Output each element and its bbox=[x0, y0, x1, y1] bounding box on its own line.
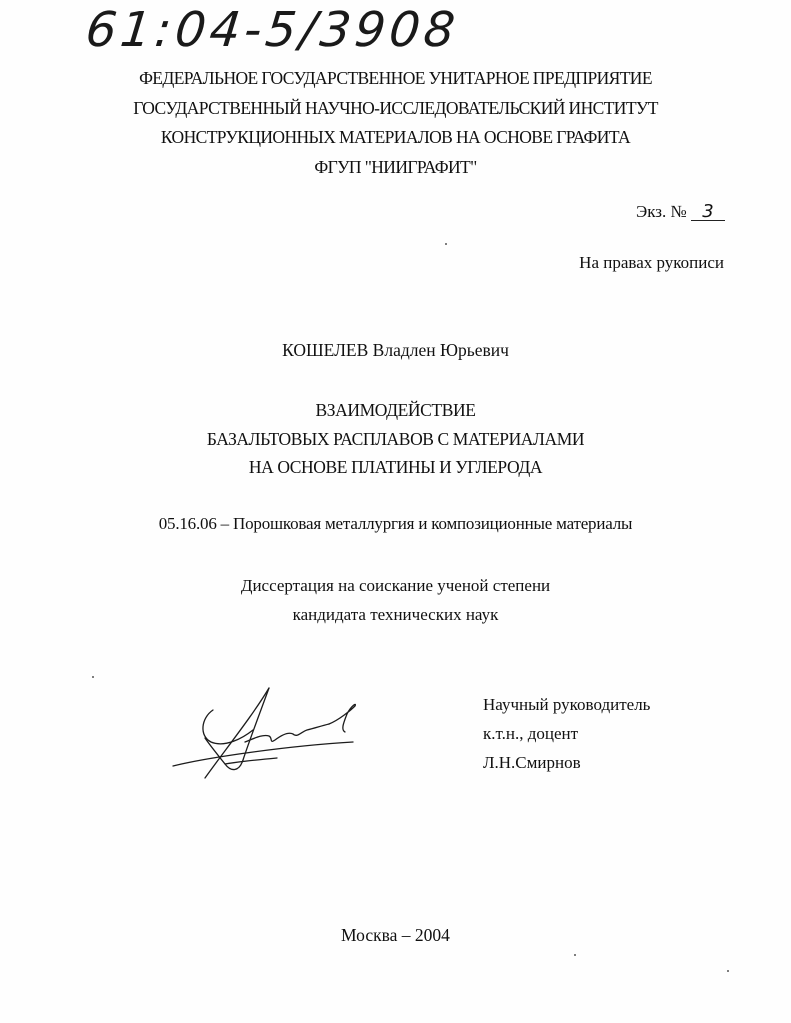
title-line: НА ОСНОВЕ ПЛАТИНЫ И УГЛЕРОДА bbox=[248, 457, 543, 477]
scan-speck bbox=[727, 970, 729, 972]
degree-statement bbox=[0, 572, 791, 629]
copy-number bbox=[636, 202, 725, 222]
organization-header bbox=[0, 64, 791, 182]
title-line: БАЗАЛЬТОВЫХ РАСПЛАВОВ С МАТЕРИАЛАМИ bbox=[206, 428, 585, 449]
city-year: Москва – 2004 bbox=[341, 925, 450, 945]
advisor-name: Л.Н.Смирнов bbox=[483, 753, 581, 772]
organization-line: ФЕДЕРАЛЬНОЕ ГОСУДАРСТВЕННОЕ УНИТАРНОЕ ПРЕДПРИЯТИЕ bbox=[139, 68, 652, 88]
author-name: КОШЕЛЕВ Владлен Юрьевич bbox=[282, 340, 509, 360]
rights-note: На правах рукописи bbox=[579, 253, 724, 272]
organization-line: ФГУП "НИИГРАФИТ" bbox=[314, 156, 477, 177]
specialty-code: 05.16.06 – Порошковая металлургия и композиционные материалы bbox=[158, 514, 633, 533]
scan-speck bbox=[574, 954, 576, 956]
scientific-advisor bbox=[483, 690, 650, 777]
title-line: ВЗАИМОДЕЙСТВИЕ bbox=[315, 400, 476, 420]
degree-line: кандидата технических наук bbox=[292, 604, 499, 624]
scan-speck bbox=[92, 676, 94, 678]
scan-speck bbox=[445, 243, 447, 245]
organization-line: ГОСУДАРСТВЕННЫЙ НАУЧНО-ИССЛЕДОВАТЕЛЬСКИЙ ИНСТИТУТ bbox=[133, 97, 658, 118]
archive-number-handwritten: 61:04-5/3908 bbox=[83, 2, 462, 58]
signature-image bbox=[165, 680, 365, 790]
degree-line: Диссертация на соискание ученой степени bbox=[240, 576, 551, 595]
dissertation-title bbox=[0, 396, 791, 482]
advisor-role: Научный руководитель bbox=[483, 695, 651, 714]
advisor-credentials: к.т.н., доцент bbox=[483, 724, 579, 743]
organization-line: КОНСТРУКЦИОННЫХ МАТЕРИАЛОВ НА ОСНОВЕ ГРАФИТА bbox=[160, 127, 631, 147]
copy-number-value: 3 bbox=[691, 204, 725, 221]
copy-number-label: Экз. № bbox=[636, 202, 687, 221]
